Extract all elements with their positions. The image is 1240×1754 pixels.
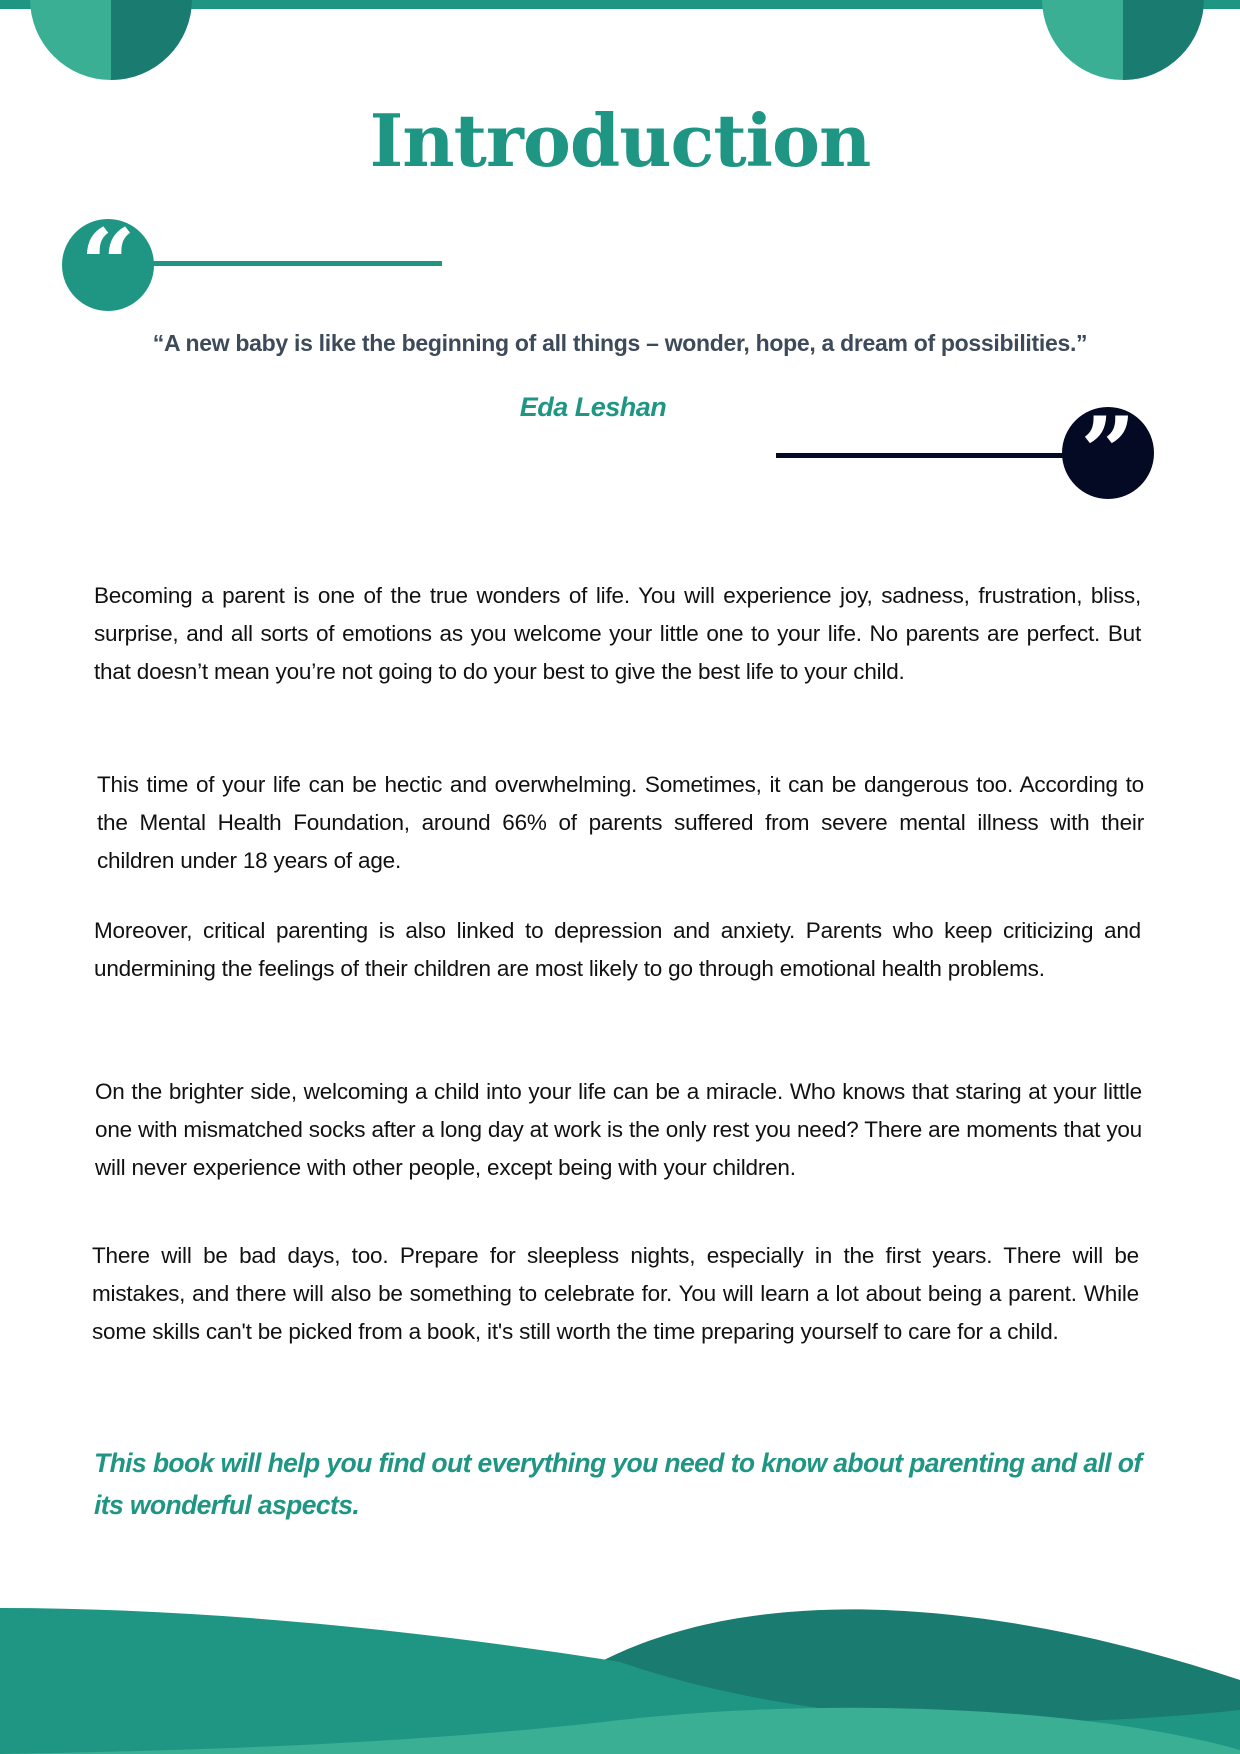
closing-statement: This book will help you find out everything you need to know about parenting and all of its wonderful aspects. (94, 1448, 1142, 1520)
body-paragraph-1: Becoming a parent is one of the true wonders of life. You will experience joy, sadness, frustration, bliss, surprise, and all sorts of emotions as you welcome your little one to your life. No parents are perfect. But that doesn’t mean you’re not going to do your best to give the best life to your child. (94, 583, 1141, 684)
body-paragraph-4: On the brighter side, welcoming a child into your life can be a miracle. Who knows that staring at your little one with mismatched socks after a long day at work is the only rest you need? There are moments that you will never experience with other people, except being with your children. (95, 1079, 1142, 1180)
top-right-semicircle-decoration (1042, 0, 1204, 80)
close-quote-line (776, 453, 1066, 458)
open-quote-icon: “ (62, 219, 154, 311)
close-quote-icon: ” (1062, 407, 1154, 499)
body-paragraph-2: This time of your life can be hectic and overwhelming. Sometimes, it can be dangerous too. According to the Mental Health Foundation, around 66% of parents suffered from severe mental illness with their children under 18 years of age. (97, 772, 1144, 873)
top-left-semicircle-decoration (30, 0, 192, 80)
body-paragraph-3: Moreover, critical parenting is also linked to depression and anxiety. Parents who keep criticizing and undermining the feelings of their children are most likely to go through emotional health problems. (94, 918, 1141, 981)
quote-author: Eda Leshan (519, 392, 667, 422)
bottom-wave-decoration (0, 1600, 1240, 1754)
page-title: Introduction (369, 98, 871, 183)
body-paragraph-5: There will be bad days, too. Prepare for sleepless nights, especially in the first years. There will be mistakes, and there will also be something to celebrate for. You will learn a lot about being a parent. While some skills can't be picked from a book, it's still worth the time preparing yourself to care for a child. (92, 1243, 1139, 1344)
open-quote-line (150, 261, 442, 266)
quote-text: “A new baby is like the beginning of all things – wonder, hope, a dream of possibilities.” (152, 330, 1088, 356)
